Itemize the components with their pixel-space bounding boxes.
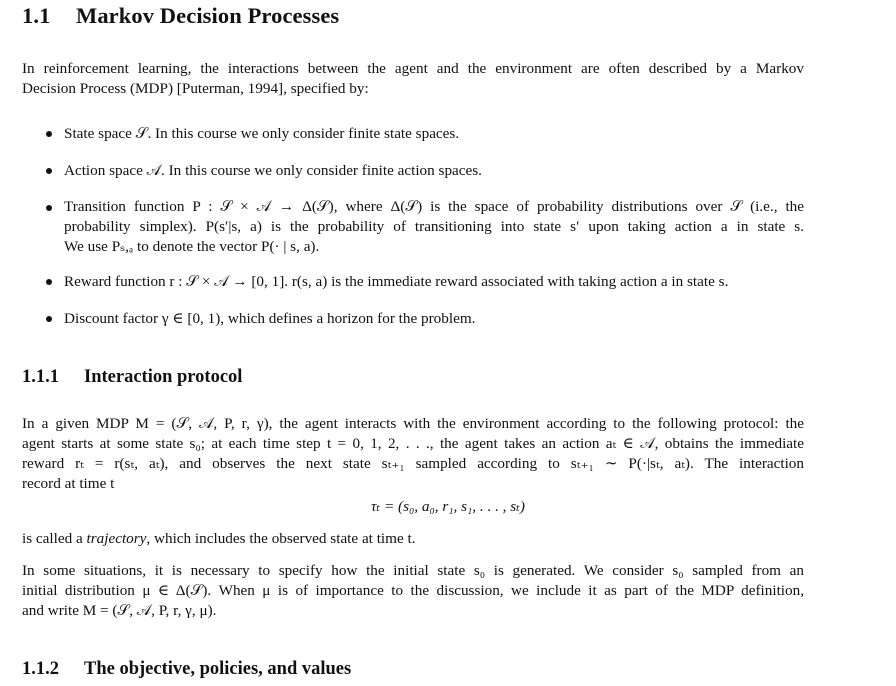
intro-line-1: In reinforcement learning, the interactions between the agent and the environment are often described by a Markov: [22, 60, 804, 77]
subsection-number: 1.1.2: [22, 659, 59, 679]
bullet-action-space: Action space 𝒜. In this course we only consider finite action spaces.: [64, 162, 482, 179]
bullet-dot: [46, 168, 52, 174]
protocol-line-4: record at time t: [22, 475, 115, 492]
bullet-state-space: State space 𝒮. In this course we only consider finite state spaces.: [64, 125, 460, 142]
protocol-line-3: reward rₜ = r(sₜ, aₜ), and observes the next state sₜ₊₁ sampled according to sₜ₊₁ ∼ P(·|sₜ, aₜ). The interaction: [22, 455, 804, 472]
bullet-discount-factor: Discount factor γ ∈ [0, 1), which defines a horizon for the problem.: [64, 310, 476, 327]
section-heading: [22, 3, 339, 29]
bullet-reward-function: Reward function r : 𝒮 × 𝒜 → [0, 1]. r(s, a) is the immediate reward associated with taking action a in state s.: [64, 273, 729, 290]
bullet-dot: [46, 316, 52, 322]
trajectory-term: trajectory: [86, 530, 147, 547]
bullet-dot: [46, 205, 52, 211]
trajectory-definition: is called a trajectory, which includes the observed state at time t.: [22, 530, 416, 547]
bullet-dot: [46, 279, 52, 285]
section-number: 1.1: [22, 3, 51, 28]
subsection-number: 1.1.1: [22, 367, 59, 387]
subsection-heading-objective: [22, 659, 351, 680]
subsection-title: Interaction protocol: [84, 367, 243, 387]
initial-line-2: initial distribution μ ∈ Δ(𝒮). When μ is of importance to the discussion, we include it as part of the MDP definition,: [22, 582, 804, 599]
initial-line-3: and write M = (𝒮, 𝒜, P, r, γ, μ).: [22, 602, 217, 619]
subsection-title: The objective, policies, and values: [84, 659, 352, 679]
bullet-transition-line-1: Transition function P : 𝒮 × 𝒜 → Δ(𝒮), where Δ(𝒮) is the space of probability distributions over 𝒮 (i.e., the: [64, 198, 804, 215]
bullet-dot: [46, 131, 52, 137]
initial-line-1: In some situations, it is necessary to specify how the initial state s₀ is generated. We consider s₀ sampled from an: [22, 562, 804, 579]
bullet-transition-line-2: probability simplex). P(s′|s, a) is the probability of transitioning into state s′ upon taking action a in state s.: [64, 218, 804, 235]
trajectory-equation: τₜ = (s₀, a₀, r₁, s₁, . . . , sₜ): [371, 498, 525, 515]
bullet-transition-line-3: We use Pₛ,ₐ to denote the vector P(· | s, a).: [64, 238, 320, 255]
intro-line-2: Decision Process (MDP) [Puterman, 1994], specified by:: [22, 80, 369, 97]
section-title: Markov Decision Processes: [76, 3, 340, 28]
subsection-heading-interaction: [22, 367, 242, 388]
protocol-line-1: In a given MDP M = (𝒮, 𝒜, P, r, γ), the agent interacts with the environment according to the following protocol: the: [22, 415, 804, 432]
protocol-line-2: agent starts at some state s₀; at each time step t = 0, 1, 2, . . ., the agent takes an action aₜ ∈ 𝒜, obtains the immediate: [22, 435, 804, 452]
